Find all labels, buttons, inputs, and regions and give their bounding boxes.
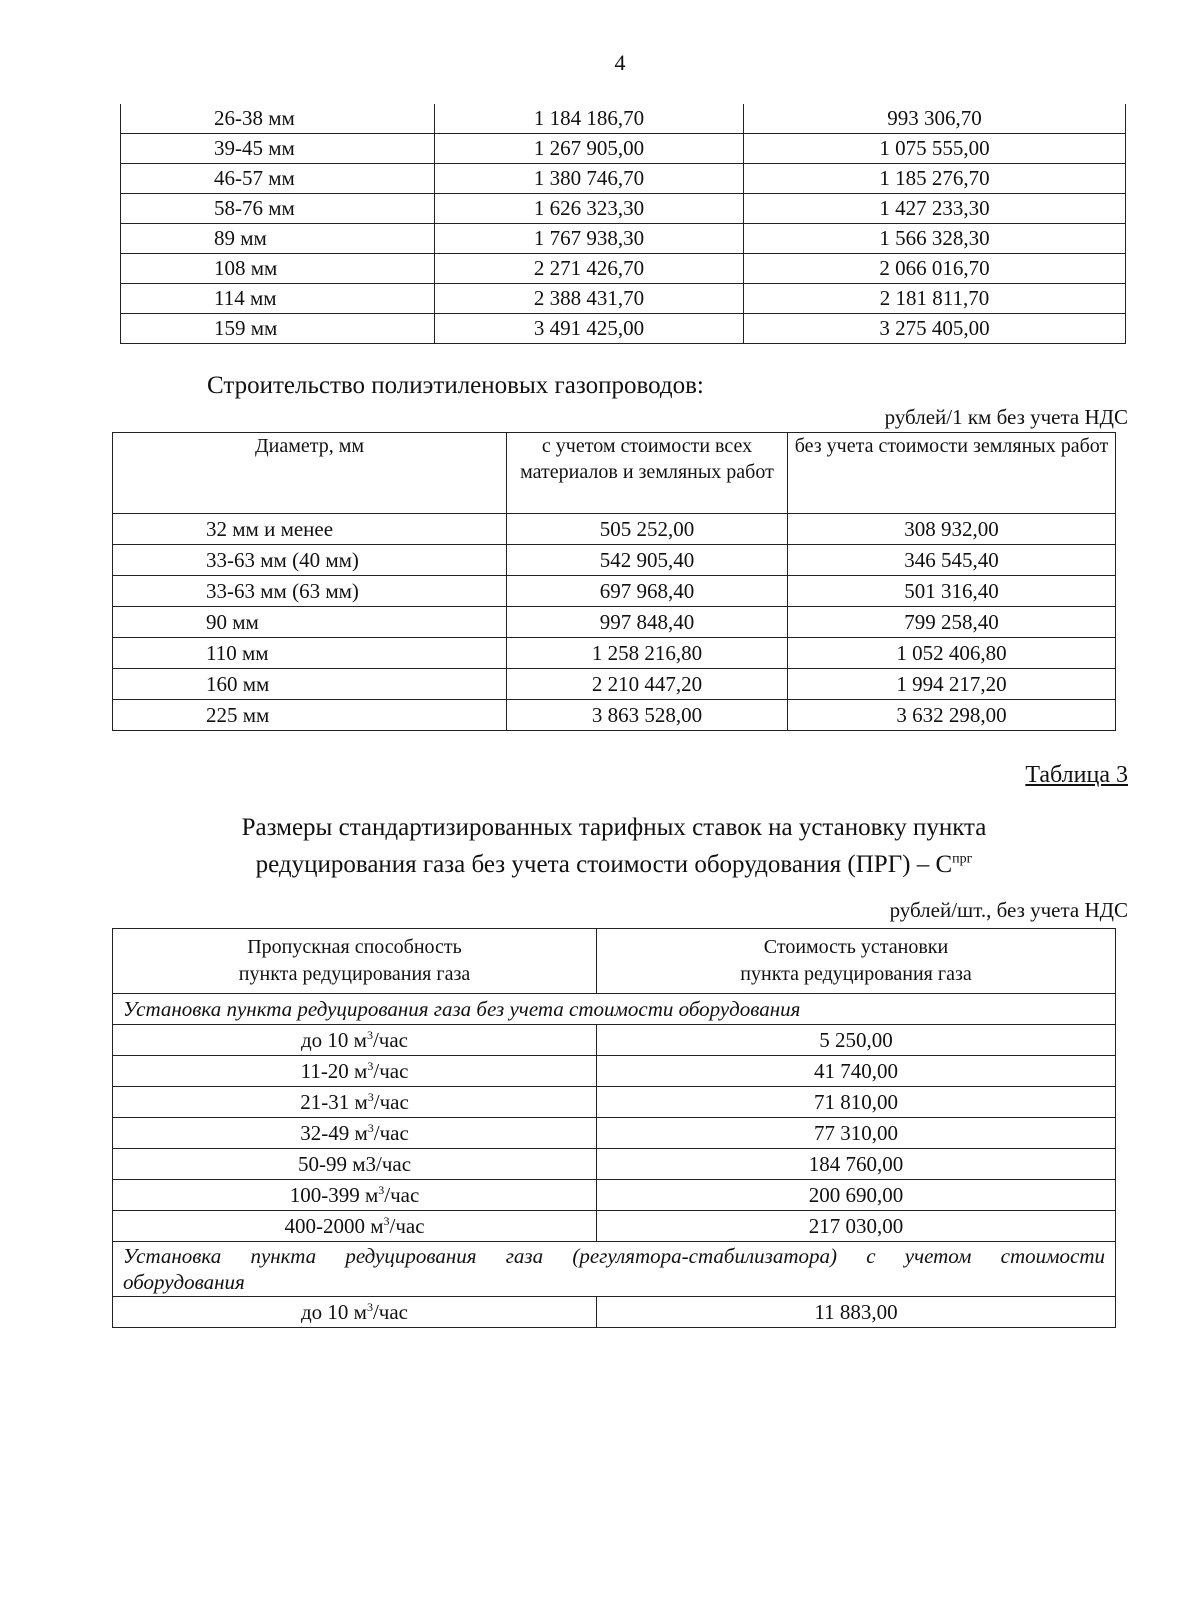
capacity-unit: /час (373, 1121, 409, 1145)
capacity-unit: /час (372, 1300, 409, 1324)
capacity-superscript: 3 (367, 1090, 374, 1104)
group-row (113, 994, 1116, 1025)
group-label: Установка пункта редуцирования газа без учета стоимости оборудования (113, 994, 1116, 1025)
cost-without-earthworks-cell: 1 075 555,00 (744, 134, 1126, 164)
header-capacity-line2: пункта редуцирования газа (238, 963, 471, 985)
cost-with-materials-cell: 1 267 905,00 (435, 134, 744, 164)
diameter-cell: 114 мм (121, 284, 435, 314)
table-row (113, 669, 1116, 700)
table-title-line1: Размеры стандартизированных тарифных ставок на установку пункта (241, 814, 987, 841)
capacity-superscript: 3 (366, 1028, 373, 1042)
table-row (121, 164, 1126, 194)
capacity-unit: /час (384, 1183, 420, 1207)
header-diameter: Диаметр, мм (113, 433, 507, 514)
cost-without-earthworks-cell: 993 306,70 (744, 104, 1126, 134)
cost-without-earthworks-cell: 2 066 016,70 (744, 254, 1126, 284)
diameter-cell: 159 мм (121, 314, 435, 344)
capacity-unit: /час (389, 1214, 425, 1238)
table-title-line2 (112, 846, 1116, 883)
cost-without-earthworks-cell: 1 994 217,20 (788, 669, 1116, 700)
capacity-unit: /час (373, 1059, 409, 1083)
diameter-cell: 46-57 мм (121, 164, 435, 194)
group-row (113, 1242, 1116, 1297)
table-row (113, 1211, 1116, 1242)
installation-cost-cell: 71 810,00 (597, 1087, 1116, 1118)
table-header-row (113, 433, 1116, 514)
diameter-cell: 33-63 мм (40 мм) (113, 545, 507, 576)
cost-without-earthworks-cell: 501 316,40 (788, 576, 1116, 607)
cost-with-materials-cell: 3 863 528,00 (507, 700, 788, 731)
cost-with-materials-cell: 2 388 431,70 (435, 284, 744, 314)
capacity-unit: /час (373, 1090, 409, 1114)
installation-cost-cell: 11 883,00 (597, 1297, 1116, 1328)
table-row (113, 1297, 1116, 1328)
installation-cost-cell: 41 740,00 (597, 1056, 1116, 1087)
table-row (121, 104, 1126, 134)
cost-with-materials-cell: 2 271 426,70 (435, 254, 744, 284)
table-row (113, 545, 1116, 576)
installation-cost-cell: 217 030,00 (597, 1211, 1116, 1242)
header-capacity-line1: Пропускная способность (247, 936, 462, 958)
steel-pipeline-cost-table (120, 104, 1126, 344)
title-superscript: прг (952, 851, 973, 867)
capacity-superscript: 3 (367, 1121, 374, 1135)
cost-with-materials-cell: 1 626 323,30 (435, 194, 744, 224)
cost-without-earthworks-cell: 3 632 298,00 (788, 700, 1116, 731)
units-note: рублей/1 км без учета НДС (884, 405, 1128, 429)
cost-with-materials-cell: 1 767 938,30 (435, 224, 744, 254)
group-label-line2: оборудования (123, 1270, 245, 1294)
capacity-superscript: 3 (383, 1214, 390, 1228)
capacity-cell (113, 1180, 597, 1211)
capacity-value: 400-2000 м (284, 1214, 384, 1238)
capacity-cell (113, 1118, 597, 1149)
diameter-cell: 39-45 мм (121, 134, 435, 164)
capacity-cell (113, 1297, 597, 1328)
cost-without-earthworks-cell: 1 052 406,80 (788, 638, 1116, 669)
table-row (121, 314, 1126, 344)
installation-cost-cell: 5 250,00 (597, 1025, 1116, 1056)
installation-cost-cell: 184 760,00 (597, 1149, 1116, 1180)
polyethylene-pipeline-cost-table (112, 432, 1116, 731)
cost-with-materials-cell: 1 258 216,80 (507, 638, 788, 669)
header-capacity (113, 929, 597, 994)
diameter-cell: 160 мм (113, 669, 507, 700)
capacity-value: 100-399 м (289, 1183, 379, 1207)
table-row (121, 284, 1126, 314)
cost-without-earthworks-cell: 1 427 233,30 (744, 194, 1126, 224)
table-row (121, 254, 1126, 284)
cost-with-materials-cell: 1 380 746,70 (435, 164, 744, 194)
diameter-cell: 58-76 мм (121, 194, 435, 224)
diameter-cell: 90 мм (113, 607, 507, 638)
diameter-cell: 26-38 мм (121, 104, 435, 134)
capacity-cell (113, 1149, 597, 1180)
diameter-cell: 89 мм (121, 224, 435, 254)
diameter-cell: 33-63 мм (63 мм) (113, 576, 507, 607)
capacity-superscript: 3 (367, 1059, 374, 1073)
cost-without-earthworks-cell: 1 185 276,70 (744, 164, 1126, 194)
capacity-superscript: 3 (366, 1300, 373, 1314)
table-row (113, 700, 1116, 731)
capacity-cell (113, 1025, 597, 1056)
table-row (113, 576, 1116, 607)
group-label (113, 1242, 1116, 1297)
header-with-materials: с учетом стоимости всех материалов и земляных работ (507, 433, 788, 514)
units-note-table3: рублей/шт., без учета НДС (889, 898, 1128, 922)
cost-with-materials-cell: 2 210 447,20 (507, 669, 788, 700)
table-row (113, 1149, 1116, 1180)
table-row (113, 607, 1116, 638)
diameter-cell: 110 мм (113, 638, 507, 669)
capacity-superscript: 3 (378, 1183, 385, 1197)
cost-without-earthworks-cell: 3 275 405,00 (744, 314, 1126, 344)
header-cost-line1: Стоимость установки (763, 936, 949, 958)
cost-without-earthworks-cell: 308 932,00 (788, 514, 1116, 545)
installation-cost-cell: 77 310,00 (597, 1118, 1116, 1149)
section-title-polyethylene: Строительство полиэтиленовых газопроводов: (207, 372, 704, 399)
table-row (113, 514, 1116, 545)
capacity-value: до 10 м (300, 1028, 367, 1052)
cost-with-materials-cell: 505 252,00 (507, 514, 788, 545)
cost-with-materials-cell: 1 184 186,70 (435, 104, 744, 134)
table-title-line2-text: редуцирования газа без учета стоимости оборудования (ПРГ) – С (255, 851, 953, 878)
table-header-row (113, 929, 1116, 994)
cost-with-materials-cell: 697 968,40 (507, 576, 788, 607)
table-row (121, 224, 1126, 254)
table-row (113, 1056, 1116, 1087)
cost-without-earthworks-cell: 799 258,40 (788, 607, 1116, 638)
diameter-cell: 32 мм и менее (113, 514, 507, 545)
table-row (121, 134, 1126, 164)
header-cost-line2: пункта редуцирования газа (740, 963, 972, 985)
diameter-cell: 225 мм (113, 700, 507, 731)
cost-with-materials-cell: 3 491 425,00 (435, 314, 744, 344)
diameter-cell: 108 мм (121, 254, 435, 284)
table-label: Таблица 3 (1025, 762, 1128, 788)
cost-without-earthworks-cell: 346 545,40 (788, 545, 1116, 576)
cost-without-earthworks-cell: 2 181 811,70 (744, 284, 1126, 314)
header-cost (597, 929, 1116, 994)
header-without-earthworks: без учета стоимости земляных работ (788, 433, 1116, 514)
table-row (113, 1180, 1116, 1211)
capacity-value: 32-49 м (300, 1121, 368, 1145)
cost-with-materials-cell: 997 848,40 (507, 607, 788, 638)
cost-without-earthworks-cell: 1 566 328,30 (744, 224, 1126, 254)
capacity-cell (113, 1211, 597, 1242)
cost-with-materials-cell: 542 905,40 (507, 545, 788, 576)
capacity-value: 50-99 м3/час (297, 1152, 412, 1176)
installation-cost-cell: 200 690,00 (597, 1180, 1116, 1211)
table-row (113, 638, 1116, 669)
table-title (112, 809, 1116, 883)
page-number: 4 (614, 50, 626, 75)
table-row (113, 1025, 1116, 1056)
capacity-unit: /час (372, 1028, 409, 1052)
gas-reduction-point-cost-table (112, 928, 1116, 1328)
table-row (113, 1118, 1116, 1149)
capacity-cell (113, 1056, 597, 1087)
capacity-value: 11-20 м (300, 1059, 368, 1083)
capacity-value: 21-31 м (300, 1090, 368, 1114)
capacity-value: до 10 м (300, 1300, 367, 1324)
table-row (113, 1087, 1116, 1118)
table-row (121, 194, 1126, 224)
capacity-cell (113, 1087, 597, 1118)
group-label-line1: Установка пункта редуцирования газа (регулятора-стабилизатора) с учетом стоимости (123, 1244, 1105, 1268)
